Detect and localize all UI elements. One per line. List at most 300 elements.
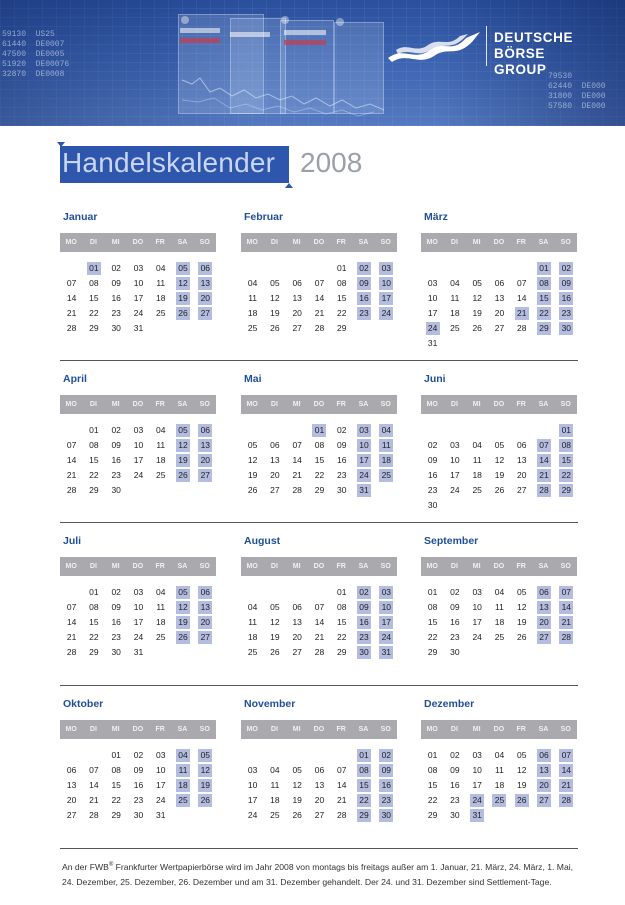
day-cell-highlighted: 06	[198, 586, 212, 599]
weekday-label: MI	[292, 401, 301, 408]
day-cell: 09	[133, 765, 144, 775]
day-cell: 08	[427, 602, 438, 612]
day-cell: 26	[517, 632, 527, 642]
day-cell: 18	[156, 293, 166, 303]
day-cell: 05	[270, 278, 280, 288]
day-cell: 25	[494, 632, 505, 642]
day-cell: 29	[89, 485, 99, 495]
weekday-label: MO	[246, 726, 258, 733]
day-cell: 25	[156, 632, 166, 642]
day-cell: 13	[292, 617, 302, 627]
row-divider	[60, 522, 578, 523]
day-cell: 15	[314, 455, 325, 465]
day-cell: 27	[292, 647, 302, 657]
day-cell: 24	[450, 485, 460, 495]
month-name: August	[244, 535, 281, 547]
day-cell: 15	[111, 780, 121, 790]
day-cell: 07	[517, 278, 527, 288]
day-cell-highlighted: 27	[198, 469, 212, 482]
weekday-label: DI	[450, 726, 458, 733]
weekday-label: DO	[313, 726, 325, 733]
day-cell: 05	[270, 602, 280, 612]
weekday-label: DI	[89, 563, 97, 570]
weekday-label: MI	[111, 726, 120, 733]
day-cell: 21	[66, 470, 77, 480]
day-cell: 07	[314, 602, 325, 612]
day-cell: 30	[111, 323, 121, 333]
weekday-label: DO	[313, 563, 325, 570]
day-cell-highlighted: 25	[379, 469, 393, 482]
weekday-label: DO	[313, 239, 325, 246]
weekday-label: MO	[246, 239, 258, 246]
weekday-label: MO	[426, 239, 438, 246]
day-cell: 01	[427, 587, 438, 597]
day-cell-highlighted: 08	[357, 764, 371, 777]
day-cell-highlighted: 20	[537, 616, 551, 629]
day-cell: 28	[314, 323, 325, 333]
day-cell: 18	[247, 308, 258, 318]
day-cell: 10	[450, 455, 460, 465]
day-cell: 12	[270, 617, 280, 627]
day-cell: 15	[89, 617, 99, 627]
day-cell-highlighted: 10	[379, 277, 393, 290]
day-cell-highlighted: 05	[176, 262, 190, 275]
day-cell: 21	[292, 470, 302, 480]
weekday-label: SA	[177, 563, 188, 570]
day-cell: 29	[89, 323, 99, 333]
day-cell: 20	[494, 308, 505, 318]
day-cell-highlighted: 09	[379, 764, 393, 777]
day-cell: 14	[517, 293, 527, 303]
weekday-label: MO	[65, 726, 77, 733]
day-cell: 03	[247, 765, 258, 775]
weekday-label: MO	[246, 401, 258, 408]
day-cell-highlighted: 13	[537, 601, 551, 614]
month-name: Januar	[63, 211, 98, 223]
weekday-header	[241, 233, 397, 252]
day-cell: 23	[133, 795, 144, 805]
month-name: Juni	[424, 373, 446, 385]
day-cell-highlighted: 06	[537, 586, 551, 599]
day-cell-highlighted: 21	[559, 616, 573, 629]
day-cell: 11	[495, 602, 504, 612]
day-cell-highlighted: 02	[357, 586, 371, 599]
day-cell: 03	[156, 750, 166, 760]
day-cell: 25	[247, 647, 258, 657]
day-cell: 10	[472, 602, 482, 612]
weekday-label: SO	[199, 401, 210, 408]
day-cell-highlighted: 18	[379, 454, 393, 467]
month-name: Oktober	[63, 698, 104, 710]
day-cell: 29	[337, 647, 347, 657]
day-cell: 18	[270, 795, 280, 805]
day-cell-highlighted: 19	[176, 454, 190, 467]
day-cell: 08	[89, 602, 99, 612]
day-cell: 02	[111, 425, 121, 435]
day-cell: 14	[314, 293, 325, 303]
day-cell: 18	[450, 308, 460, 318]
day-cell-highlighted: 23	[559, 307, 573, 320]
day-cell-highlighted: 06	[198, 424, 212, 437]
day-cell: 04	[247, 602, 258, 612]
day-cell: 19	[247, 470, 258, 480]
day-cell: 20	[292, 308, 302, 318]
weekday-header	[60, 233, 216, 252]
day-cell: 04	[494, 587, 505, 597]
day-cell: 10	[133, 602, 144, 612]
day-cell: 21	[337, 795, 347, 805]
day-cell-highlighted: 28	[559, 631, 573, 644]
day-cell: 07	[314, 278, 325, 288]
day-cell: 12	[292, 780, 302, 790]
weekday-label: SA	[177, 401, 188, 408]
day-cell-highlighted: 04	[176, 749, 190, 762]
weekday-label: MI	[472, 239, 481, 246]
day-cell: 13	[517, 455, 527, 465]
day-cell-highlighted: 26	[198, 794, 212, 807]
day-cell: 09	[450, 602, 460, 612]
day-cell: 12	[517, 602, 527, 612]
day-cell: 08	[89, 440, 99, 450]
day-cell-highlighted: 19	[176, 616, 190, 629]
day-cell: 13	[494, 293, 505, 303]
day-cell: 19	[270, 632, 280, 642]
day-cell: 08	[314, 440, 325, 450]
day-cell: 02	[111, 263, 121, 273]
day-cell: 03	[472, 587, 482, 597]
day-cell-highlighted: 10	[379, 601, 393, 614]
weekday-label: MI	[292, 239, 301, 246]
day-cell-highlighted: 02	[357, 262, 371, 275]
month-november	[241, 698, 397, 838]
day-cell: 29	[314, 485, 325, 495]
day-cell-highlighted: 16	[379, 779, 393, 792]
weekday-label: DO	[132, 239, 144, 246]
day-cell: 29	[427, 810, 438, 820]
month-name: Mai	[244, 373, 262, 385]
day-cell: 12	[517, 765, 527, 775]
day-cell: 31	[133, 323, 144, 333]
weekday-label: MI	[472, 563, 481, 570]
day-cell: 17	[450, 470, 460, 480]
day-cell: 16	[427, 470, 438, 480]
day-cell: 19	[517, 780, 527, 790]
weekday-label: MO	[426, 563, 438, 570]
month-name: Dezember	[424, 698, 475, 710]
weekday-label: SA	[538, 563, 549, 570]
month-name: November	[244, 698, 296, 710]
weekday-label: FR	[155, 726, 165, 733]
day-cell: 02	[427, 440, 438, 450]
day-cell: 31	[427, 338, 438, 348]
day-cell: 20	[292, 632, 302, 642]
weekday-label: FR	[336, 401, 346, 408]
day-cell: 13	[270, 455, 280, 465]
day-cell: 19	[494, 470, 505, 480]
day-cell: 23	[450, 795, 460, 805]
footnote-text: Frankfurter Wertpapierbörse wird im Jahr 2008 von montags bis freitags außer am 1. Januar, 21. März, 24. März, 1. Mai, 24. Dezember, 25. Dezember, 26. Dezember und am 31. Dezember gehandelt. Der 24. und 31. Dezember sind Settlement-Tage.	[62, 861, 574, 887]
day-cell-highlighted: 05	[176, 424, 190, 437]
day-cell: 04	[247, 278, 258, 288]
weekday-label: FR	[336, 563, 346, 570]
month-februar	[241, 211, 397, 351]
weekday-label: DO	[132, 401, 144, 408]
day-cell: 01	[89, 425, 99, 435]
weekday-label: DI	[450, 401, 458, 408]
day-cell: 04	[450, 278, 460, 288]
weekday-header	[421, 557, 577, 576]
day-cell: 16	[450, 780, 460, 790]
day-cell-highlighted: 03	[379, 262, 393, 275]
day-cell: 08	[337, 602, 347, 612]
day-cell-highlighted: 12	[176, 601, 190, 614]
day-cell-highlighted: 24	[357, 469, 371, 482]
day-cell-highlighted: 13	[537, 764, 551, 777]
day-cell-highlighted: 06	[198, 262, 212, 275]
day-cell: 17	[133, 617, 144, 627]
day-cell: 24	[156, 795, 166, 805]
month-september	[421, 535, 577, 675]
day-cell: 20	[314, 795, 325, 805]
weekday-header	[421, 233, 577, 252]
day-cell: 23	[427, 485, 438, 495]
month-name: September	[424, 535, 479, 547]
day-cell: 27	[517, 485, 527, 495]
day-cell: 22	[427, 632, 438, 642]
weekday-label: MI	[111, 239, 120, 246]
day-cell: 28	[517, 323, 527, 333]
day-cell: 17	[427, 308, 438, 318]
day-cell: 13	[292, 293, 302, 303]
day-cell-highlighted: 11	[379, 439, 393, 452]
day-cell-highlighted: 04	[379, 424, 393, 437]
day-cell: 05	[494, 440, 505, 450]
day-cell: 16	[133, 780, 144, 790]
weekday-label: FR	[155, 401, 165, 408]
day-cell: 23	[111, 308, 121, 318]
day-cell: 10	[427, 293, 438, 303]
day-cell-highlighted: 29	[559, 484, 573, 497]
day-cell: 05	[292, 765, 302, 775]
weekday-label: SO	[380, 239, 391, 246]
day-cell-highlighted: 23	[379, 794, 393, 807]
day-cell: 26	[494, 485, 505, 495]
day-cell: 31	[156, 810, 166, 820]
weekday-label: SA	[358, 401, 369, 408]
day-cell: 11	[156, 440, 166, 450]
day-cell: 30	[337, 485, 347, 495]
weekday-label: MO	[65, 563, 77, 570]
weekday-label: SO	[199, 239, 210, 246]
weekday-label: SO	[199, 563, 210, 570]
footnote-registered-mark: ®	[108, 862, 114, 868]
weekday-label: MI	[292, 726, 301, 733]
month-oktober	[60, 698, 216, 838]
day-cell: 02	[450, 750, 460, 760]
day-cell-highlighted: 13	[198, 277, 212, 290]
day-cell: 10	[133, 278, 144, 288]
day-cell: 03	[472, 750, 482, 760]
weekday-label: DO	[493, 239, 505, 246]
day-cell-highlighted: 08	[537, 277, 551, 290]
day-cell: 02	[450, 587, 460, 597]
day-cell-highlighted: 14	[559, 764, 573, 777]
day-cell: 04	[156, 587, 166, 597]
day-cell: 15	[427, 617, 438, 627]
day-cell: 20	[517, 470, 527, 480]
weekday-label: DI	[270, 239, 278, 246]
weekday-label: FR	[336, 239, 346, 246]
day-cell-highlighted: 27	[198, 631, 212, 644]
day-cell-highlighted: 24	[426, 322, 440, 335]
day-cell: 30	[450, 810, 460, 820]
month-name: Februar	[244, 211, 284, 223]
day-cell: 25	[156, 470, 166, 480]
weekday-header	[60, 557, 216, 576]
day-cell-highlighted: 19	[198, 779, 212, 792]
day-cell: 13	[66, 780, 77, 790]
day-cell-highlighted: 30	[379, 809, 393, 822]
day-cell: 11	[248, 617, 258, 627]
logo-separator	[486, 26, 487, 66]
day-cell-highlighted: 17	[379, 292, 393, 305]
day-cell: 09	[111, 602, 121, 612]
day-cell-highlighted: 23	[357, 631, 371, 644]
day-cell-highlighted: 24	[379, 307, 393, 320]
day-cell-highlighted: 13	[198, 601, 212, 614]
weekday-label: DI	[89, 239, 97, 246]
title-main[interactable]: Handelskalender	[62, 147, 276, 178]
day-cell-highlighted: 01	[312, 424, 326, 437]
day-cell: 01	[337, 263, 347, 273]
weekday-header	[60, 720, 216, 739]
day-cell: 28	[66, 323, 77, 333]
day-cell: 27	[66, 810, 77, 820]
day-cell-highlighted: 22	[559, 469, 573, 482]
day-cell-highlighted: 11	[176, 764, 190, 777]
weekday-label: DI	[450, 563, 458, 570]
day-cell-highlighted: 07	[559, 749, 573, 762]
day-cell: 26	[292, 810, 302, 820]
day-cell-highlighted: 26	[176, 631, 190, 644]
day-cell-highlighted: 22	[357, 794, 371, 807]
day-cell: 01	[89, 587, 99, 597]
weekday-label: DI	[450, 239, 458, 246]
day-cell: 22	[337, 632, 347, 642]
day-cell: 07	[66, 278, 77, 288]
day-cell: 07	[66, 440, 77, 450]
day-cell: 09	[427, 455, 438, 465]
day-cell: 20	[66, 795, 77, 805]
weekday-label: FR	[516, 239, 526, 246]
weekday-label: SA	[538, 401, 549, 408]
day-cell: 02	[337, 425, 347, 435]
day-cell: 17	[472, 617, 482, 627]
month-april	[60, 373, 216, 513]
weekday-label: DI	[270, 563, 278, 570]
weekday-label: FR	[516, 726, 526, 733]
day-cell: 17	[472, 780, 482, 790]
day-cell: 17	[133, 293, 144, 303]
month-mai	[241, 373, 397, 513]
day-cell-highlighted: 28	[537, 484, 551, 497]
day-cell-highlighted: 17	[357, 454, 371, 467]
day-cell: 15	[427, 780, 438, 790]
day-cell: 27	[494, 323, 505, 333]
day-cell-highlighted: 07	[559, 586, 573, 599]
weekday-label: FR	[516, 563, 526, 570]
weekday-label: DO	[132, 563, 144, 570]
day-cell: 22	[314, 470, 325, 480]
day-cell-highlighted: 30	[559, 322, 573, 335]
day-cell: 14	[292, 455, 302, 465]
month-juni	[421, 373, 577, 513]
day-cell: 22	[337, 308, 347, 318]
day-cell-highlighted: 27	[537, 631, 551, 644]
header-banner	[0, 0, 625, 126]
day-cell: 17	[156, 780, 166, 790]
weekday-label: DO	[132, 726, 144, 733]
day-cell: 03	[133, 263, 144, 273]
day-cell-highlighted: 25	[176, 794, 190, 807]
day-cell-highlighted: 12	[176, 277, 190, 290]
logo-text	[494, 30, 621, 78]
day-cell: 07	[89, 765, 99, 775]
day-cell: 30	[133, 810, 144, 820]
logo-wave-icon	[386, 28, 482, 64]
row-divider	[60, 685, 578, 686]
day-cell-highlighted: 09	[357, 277, 371, 290]
weekday-label: SA	[358, 239, 369, 246]
weekday-label: SO	[380, 726, 391, 733]
day-cell-highlighted: 06	[537, 749, 551, 762]
day-cell-highlighted: 29	[537, 322, 551, 335]
weekday-label: MI	[472, 726, 481, 733]
weekday-label: SO	[380, 401, 391, 408]
day-cell: 23	[111, 632, 121, 642]
day-cell: 18	[494, 617, 505, 627]
day-cell: 12	[494, 455, 505, 465]
day-cell-highlighted: 21	[515, 307, 529, 320]
day-cell: 03	[427, 278, 438, 288]
day-cell-highlighted: 05	[176, 586, 190, 599]
day-cell-highlighted: 22	[537, 307, 551, 320]
day-cell: 25	[270, 810, 280, 820]
day-cell-highlighted: 14	[559, 601, 573, 614]
day-cell: 19	[517, 617, 527, 627]
day-cell: 16	[111, 455, 121, 465]
day-cell: 11	[248, 293, 258, 303]
weekday-header	[421, 720, 577, 739]
day-cell: 30	[427, 500, 438, 510]
day-cell-highlighted: 12	[198, 764, 212, 777]
day-cell: 12	[270, 293, 280, 303]
weekday-header	[241, 557, 397, 576]
day-cell-highlighted: 17	[379, 616, 393, 629]
day-cell-highlighted: 01	[559, 424, 573, 437]
day-cell: 03	[450, 440, 460, 450]
weekday-label: FR	[516, 401, 526, 408]
day-cell: 28	[66, 485, 77, 495]
day-cell: 31	[133, 647, 144, 657]
ticker-decoration: 79530 62440 DE000 31800 DE000 57580 DE000	[548, 72, 606, 111]
day-cell: 20	[270, 470, 280, 480]
day-cell-highlighted: 02	[559, 262, 573, 275]
day-cell-highlighted: 26	[176, 469, 190, 482]
day-cell: 09	[111, 278, 121, 288]
day-cell: 02	[111, 587, 121, 597]
day-cell-highlighted: 23	[357, 307, 371, 320]
